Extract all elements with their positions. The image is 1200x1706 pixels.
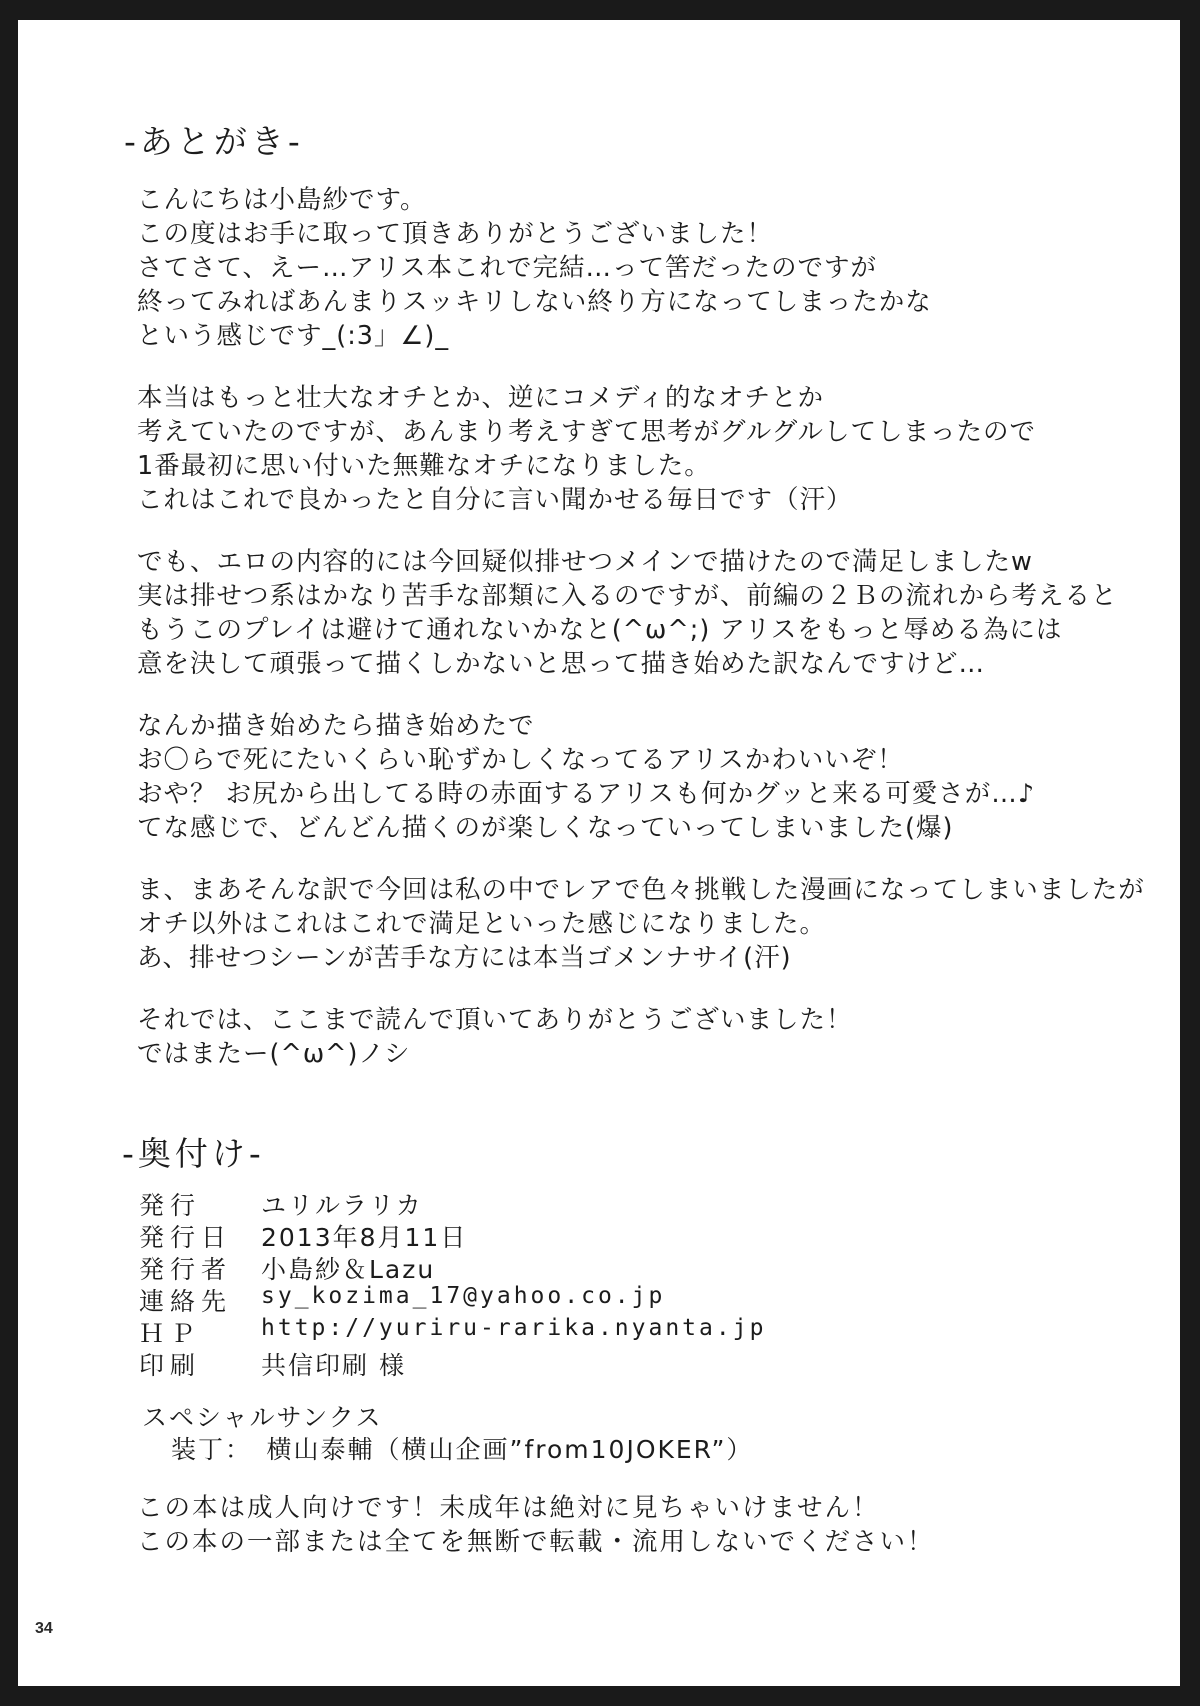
afterword-line: でも、エロの内容的には今回疑似排せつメインで描けたので満足しましたw bbox=[137, 547, 1033, 577]
afterword-line: それでは、ここまで読んで頂いてありがとうございました！ bbox=[137, 1005, 853, 1035]
afterword-line: なんか描き始めたら描き始めたで bbox=[137, 711, 535, 741]
afterword-line: こんにちは小島紗です。 bbox=[137, 185, 427, 215]
afterword-line: 終ってみればあんまりスッキリしない終り方になってしまったかな bbox=[137, 287, 932, 317]
afterword-line: これはこれで良かったと自分に言い聞かせる毎日です（汗） bbox=[137, 485, 853, 515]
afterword-line: 本当はもっと壮大なオチとか、逆にコメディ的なオチとか bbox=[137, 383, 824, 413]
colophon-value-contact: sy_kozima_17@yahoo.co.jp bbox=[261, 1283, 666, 1309]
colophon-label-issuer: 発行者 bbox=[139, 1255, 233, 1284]
afterword-line: お〇らで死にたいくらい恥ずかしくなってるアリスかわいいぞ！ bbox=[137, 745, 904, 775]
afterword-page bbox=[18, 20, 1180, 1686]
afterword-line: オチ以外はこれはこれで満足といった感じになりました。 bbox=[137, 909, 827, 939]
afterword-line: あ、排せつシーンが苦手な方には本当ゴメンナサイ(汗) bbox=[137, 943, 792, 973]
afterword-line: 実は排せつ系はかなり苦手な部類に入るのですが、前編の２Ｂの流れから考えると bbox=[137, 581, 1118, 611]
afterword-line: おや？ お尻から出してる時の赤面するアリスも何かグッと来る可愛さが…♪ bbox=[137, 779, 1036, 809]
afterword-line: ま、まあそんな訳で今回は私の中でレアで色々挑戦した漫画になってしまいましたが bbox=[137, 875, 1145, 905]
colophon-label-contact: 連絡先 bbox=[139, 1287, 233, 1316]
notice-line: この本の一部または全てを無断で転載・流用しないでください！ bbox=[137, 1527, 935, 1557]
special-thanks-heading: スペシャルサンクス bbox=[142, 1403, 383, 1432]
afterword-line: 考えていたのですが、あんまり考えすぎて思考がグルグルしてしまったので bbox=[137, 417, 1036, 447]
afterword-line: もうこのプレイは避けて通れないかなと(^ω^;) アリスをもっと辱める為には bbox=[137, 615, 1063, 645]
colophon-label-printer: 印刷 bbox=[139, 1351, 202, 1380]
afterword-line: この度はお手に取って頂きありがとうございました！ bbox=[137, 219, 774, 249]
colophon-value-issuer: 小島紗＆Lazu bbox=[261, 1255, 436, 1284]
colophon-value-publisher: ユリルラリカ bbox=[261, 1191, 423, 1220]
afterword-line: さてさて、えー…アリス本これで完結…って筈だったのですが bbox=[137, 253, 877, 283]
notice-line: この本は成人向けです！未成年は絶対に見ちゃいけません！ bbox=[137, 1493, 880, 1523]
colophon-value-homepage: http://yuriru-rarika.nyanta.jp bbox=[261, 1315, 767, 1341]
special-thanks-line: 装丁： 横山泰輔（横山企画”from10JOKER”） bbox=[171, 1435, 754, 1464]
colophon-value-date: 2013年8月11日 bbox=[261, 1223, 468, 1252]
afterword-heading: -あとがき- bbox=[124, 122, 304, 161]
afterword-line: 意を決して頑張って描くしかないと思って描き始めた訳なんですけど… bbox=[137, 649, 986, 679]
afterword-line: という感じです_(:3」∠)_ bbox=[137, 321, 450, 351]
page-number: 34 bbox=[35, 1620, 53, 1637]
colophon-label-publisher: 発行 bbox=[139, 1191, 202, 1220]
afterword-line: ではまたー(^ω^)ノシ bbox=[137, 1039, 411, 1069]
colophon-label-homepage: ＨＰ bbox=[139, 1319, 202, 1348]
afterword-line: てな感じで、どんどん描くのが楽しくなっていってしまいました(爆) bbox=[137, 813, 954, 843]
afterword-line: 1番最初に思い付いた無難なオチになりました。 bbox=[137, 451, 711, 481]
colophon-label-date: 発行日 bbox=[139, 1223, 233, 1252]
colophon-heading: -奥付け- bbox=[122, 1134, 265, 1173]
colophon-value-printer: 共信印刷 様 bbox=[261, 1351, 406, 1380]
